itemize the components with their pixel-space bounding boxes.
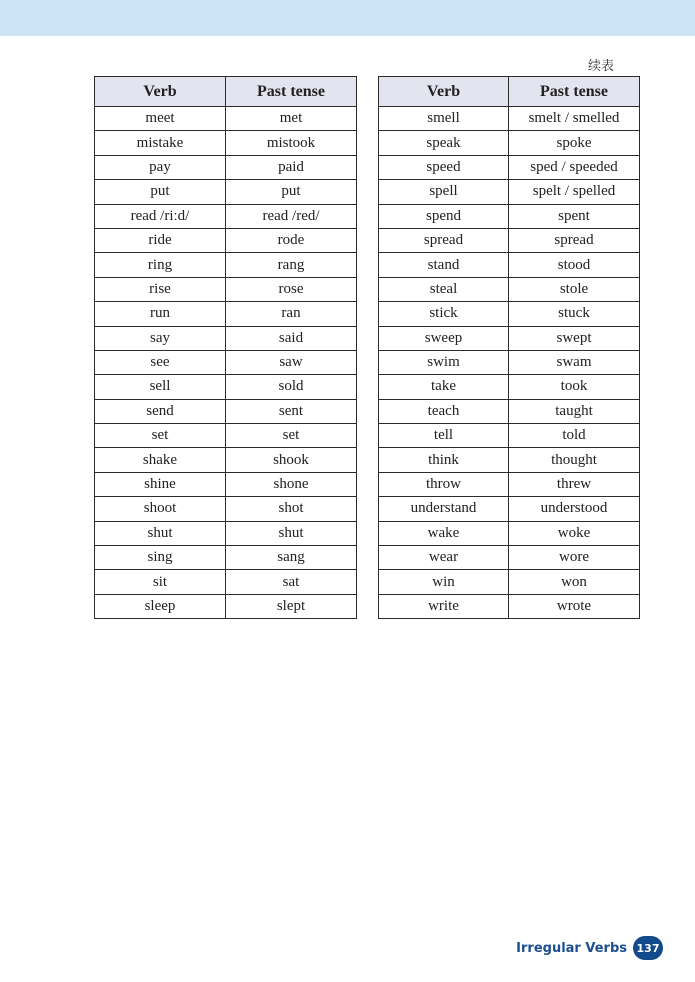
verb-cell: shut (95, 521, 226, 545)
verb-cell: mistake (95, 131, 226, 155)
past-tense-cell: won (509, 570, 640, 594)
verb-cell: wear (379, 546, 509, 570)
past-tense-cell: spread (509, 228, 640, 252)
past-tense-cell: sat (226, 570, 357, 594)
verb-cell: pay (95, 155, 226, 179)
table-row (95, 107, 357, 131)
verb-cell: win (379, 570, 509, 594)
table-row (95, 228, 357, 252)
table-row (95, 472, 357, 496)
table-row (95, 204, 357, 228)
table-row (95, 155, 357, 179)
table-header-row (95, 77, 357, 107)
past-tense-cell: wore (509, 546, 640, 570)
table-row (95, 180, 357, 204)
table-row (379, 594, 640, 618)
past-tense-cell: rode (226, 228, 357, 252)
verb-cell: ring (95, 253, 226, 277)
past-tense-cell: taught (509, 399, 640, 423)
table-row (379, 375, 640, 399)
verb-cell: see (95, 350, 226, 374)
continued-label: 续表 (588, 59, 615, 74)
past-tense-cell: threw (509, 472, 640, 496)
table-row (379, 107, 640, 131)
verb-cell: run (95, 302, 226, 326)
table-row (95, 302, 357, 326)
table-row (379, 448, 640, 472)
verb-cell: shine (95, 472, 226, 496)
past-tense-cell: shone (226, 472, 357, 496)
past-tense-cell: spelt / spelled (509, 180, 640, 204)
past-tense-cell: shut (226, 521, 357, 545)
verb-cell: stand (379, 253, 509, 277)
verb-cell: speak (379, 131, 509, 155)
verb-cell: stick (379, 302, 509, 326)
footer-section-title: Irregular Verbs (516, 940, 627, 956)
verb-cell: put (95, 180, 226, 204)
table-row (379, 204, 640, 228)
table-row (95, 277, 357, 301)
verb-cell: shoot (95, 497, 226, 521)
past-tense-cell: rang (226, 253, 357, 277)
column-header-past-tense: Past tense (226, 77, 357, 107)
table-row (95, 131, 357, 155)
verb-cell: spend (379, 204, 509, 228)
table-row (379, 131, 640, 155)
verb-cell: smell (379, 107, 509, 131)
verb-cell: sing (95, 546, 226, 570)
past-tense-cell: sent (226, 399, 357, 423)
table-row (95, 253, 357, 277)
past-tense-cell: saw (226, 350, 357, 374)
verb-cell: swim (379, 350, 509, 374)
table-row (379, 277, 640, 301)
table-row (379, 424, 640, 448)
past-tense-cell: sped / speeded (509, 155, 640, 179)
past-tense-cell: woke (509, 521, 640, 545)
verb-cell: sleep (95, 594, 226, 618)
past-tense-cell: understood (509, 497, 640, 521)
verb-cell: throw (379, 472, 509, 496)
past-tense-cell: stuck (509, 302, 640, 326)
verb-cell: sell (95, 375, 226, 399)
verb-cell: steal (379, 277, 509, 301)
table-row (95, 521, 357, 545)
verb-cell: meet (95, 107, 226, 131)
past-tense-cell: thought (509, 448, 640, 472)
table-row (379, 472, 640, 496)
verb-cell: think (379, 448, 509, 472)
past-tense-cell: spent (509, 204, 640, 228)
past-tense-cell: met (226, 107, 357, 131)
past-tense-cell: sold (226, 375, 357, 399)
column-header-verb: Verb (379, 77, 509, 107)
past-tense-cell: swam (509, 350, 640, 374)
verb-cell: say (95, 326, 226, 350)
past-tense-cell: stood (509, 253, 640, 277)
past-tense-cell: rose (226, 277, 357, 301)
past-tense-cell: set (226, 424, 357, 448)
table-row (379, 521, 640, 545)
table-row (95, 546, 357, 570)
past-tense-cell: paid (226, 155, 357, 179)
past-tense-cell: put (226, 180, 357, 204)
past-tense-cell: shook (226, 448, 357, 472)
table-row (379, 546, 640, 570)
table-row (95, 570, 357, 594)
verb-cell: write (379, 594, 509, 618)
past-tense-cell: said (226, 326, 357, 350)
table-row (95, 350, 357, 374)
table-row (95, 497, 357, 521)
verb-table-left (94, 76, 357, 619)
page-number-badge: 137 (633, 936, 663, 960)
table-row (95, 424, 357, 448)
table-row (379, 155, 640, 179)
verb-cell: shake (95, 448, 226, 472)
column-header-past-tense: Past tense (509, 77, 640, 107)
verb-cell: ride (95, 228, 226, 252)
table-row (379, 228, 640, 252)
verb-cell: tell (379, 424, 509, 448)
past-tense-cell: wrote (509, 594, 640, 618)
verb-cell: teach (379, 399, 509, 423)
table-row (379, 497, 640, 521)
table-row (379, 399, 640, 423)
verb-cell: take (379, 375, 509, 399)
verb-cell: sit (95, 570, 226, 594)
past-tense-cell: swept (509, 326, 640, 350)
table-row (379, 350, 640, 374)
past-tense-cell: shot (226, 497, 357, 521)
verb-cell: wake (379, 521, 509, 545)
verb-cell: set (95, 424, 226, 448)
table-row (95, 375, 357, 399)
verb-cell: send (95, 399, 226, 423)
past-tense-cell: read /red/ (226, 204, 357, 228)
table-header-row (379, 77, 640, 107)
top-color-band (0, 0, 695, 36)
past-tense-cell: took (509, 375, 640, 399)
table-row (95, 448, 357, 472)
verb-cell: rise (95, 277, 226, 301)
past-tense-cell: slept (226, 594, 357, 618)
verb-cell: understand (379, 497, 509, 521)
verb-cell: read /riːd/ (95, 204, 226, 228)
table-row (379, 570, 640, 594)
verb-cell: spread (379, 228, 509, 252)
verb-cell: sweep (379, 326, 509, 350)
table-row (379, 326, 640, 350)
page-footer (516, 936, 663, 960)
table-row (379, 253, 640, 277)
past-tense-cell: smelt / smelled (509, 107, 640, 131)
table-row (95, 399, 357, 423)
column-header-verb: Verb (95, 77, 226, 107)
past-tense-cell: ran (226, 302, 357, 326)
table-row (95, 594, 357, 618)
verb-cell: speed (379, 155, 509, 179)
past-tense-cell: sang (226, 546, 357, 570)
past-tense-cell: spoke (509, 131, 640, 155)
past-tense-cell: stole (509, 277, 640, 301)
verb-cell: spell (379, 180, 509, 204)
past-tense-cell: mistook (226, 131, 357, 155)
table-row (95, 326, 357, 350)
table-row (379, 302, 640, 326)
table-row (379, 180, 640, 204)
past-tense-cell: told (509, 424, 640, 448)
verb-table-right (378, 76, 640, 619)
